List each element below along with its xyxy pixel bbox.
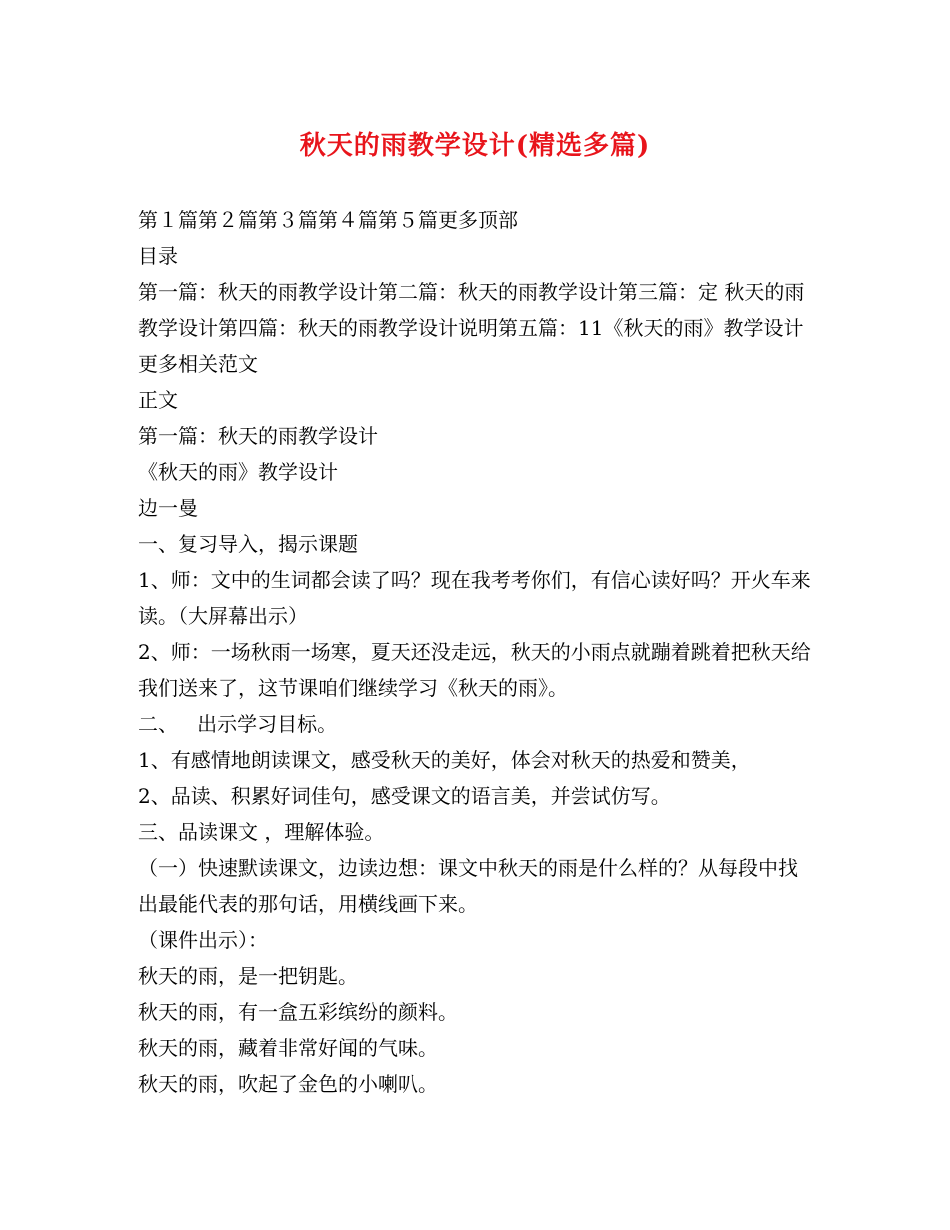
paragraph-courseware: （课件出示）： [138, 928, 268, 952]
paragraph-sentence-3: 秋天的雨，藏着非常好闻的气味。 [138, 1036, 438, 1060]
paragraph-step-one: 一、复习导入，揭示课题 [138, 532, 358, 556]
paragraph-activity-1: （一）快速默读课文，边读边想：课文中秋天的雨是什么样的？从每段中找出最能代表的那句话，用横线画下来。 [138, 856, 798, 916]
paragraph-step-one-item-2: 2、师：一场秋雨一场寒，夏天还没走远，秋天的小雨点就蹦着跳着把秋天给我们送来了，这节课咱们继续学习《秋天的雨》。 [138, 640, 811, 700]
paragraph-goal-1: 1、有感情地朗读课文，感受秋天的美好，体会对秋天的热爱和赞美， [138, 748, 751, 772]
paragraph-sentence-1: 秋天的雨，是一把钥匙。 [138, 964, 358, 988]
paragraph-step-two: 二、 出示学习目标。 [138, 712, 338, 736]
paragraph-body-heading: 正文 [138, 388, 178, 412]
paragraph-toc-heading: 目录 [138, 244, 178, 268]
paragraph-lesson-title: 《秋天的雨》教学设计 [138, 460, 338, 484]
paragraph-part-one-heading: 第一篇：秋天的雨教学设计 [138, 424, 378, 448]
paragraph-sentence-2: 秋天的雨，有一盒五彩缤纷的颜料。 [138, 1000, 458, 1024]
paragraph-section-nav: 第１篇第２篇第３篇第４篇第５篇更多顶部 [138, 208, 518, 232]
paragraph-step-three: 三、品读课文 ，理解体验。 [138, 820, 385, 844]
paragraph-goal-2: 2、品读、积累好词佳句，感受课文的语言美，并尝试仿写。 [138, 784, 671, 808]
paragraph-step-one-item-1: 1、师：文中的生词都会读了吗？现在我考考你们，有信心读好吗？开火车来读。（大屏幕出示） [138, 568, 811, 628]
paragraph-sentence-4: 秋天的雨，吹起了金色的小喇叭。 [138, 1072, 438, 1096]
paragraph-toc-list: 第一篇：秋天的雨教学设计第二篇：秋天的雨教学设计第三篇：定 秋天的雨 教学设计第四篇：秋天的雨教学设计说明第五篇：11《秋天的雨》教学设计更多相关范文 [138, 280, 805, 376]
document-body [138, 202, 814, 1102]
paragraph-author: 边一曼 [138, 496, 198, 520]
document-title: 秋天的雨教学设计(精选多篇) [299, 131, 651, 161]
